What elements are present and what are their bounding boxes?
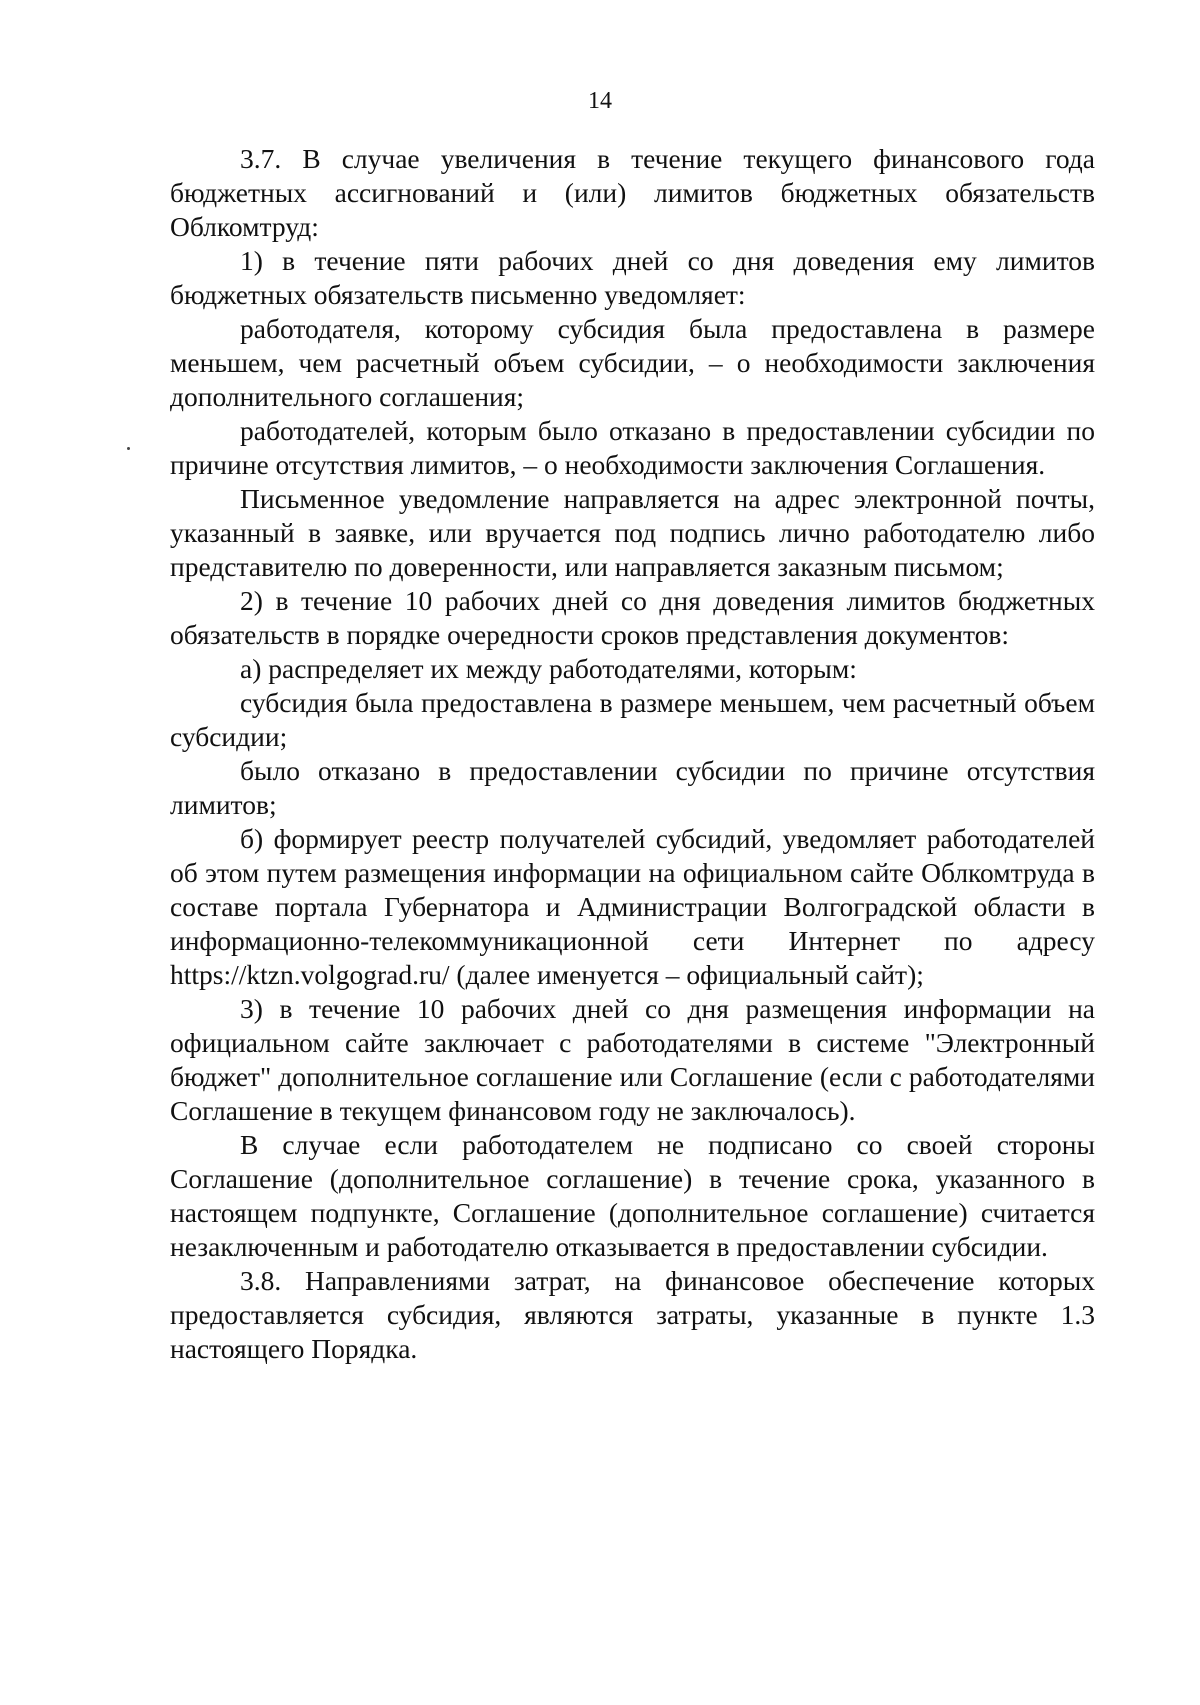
paragraph-not-signed: В случае если работодателем не подписано со своей стороны Соглашение (дополнительное соглашение) в течение срока, указанного в настоящем подпункте, Соглашение (дополнительное соглашение) считается незаключенным и работодателю отказывается в предоставлении субсидии. [170,1129,1095,1262]
paragraph-item-2: 2) в течение 10 рабочих дней со дня доведения лимитов бюджетных обязательств в порядке очередности сроков представления документов: [170,585,1095,650]
paragraph-employers-refused: работодателей, которым было отказано в предоставлении субсидии по причине отсутствия лимитов, – о необходимости заключения Соглашения. [170,415,1095,480]
paragraph-item-3: 3) в течение 10 рабочих дней со дня размещения информации на официальном сайте заключает с работодателями в системе "Электронный бюджет" дополнительное соглашение или Соглашение (если с работодателями Соглашение в текущем финансовом году не заключалось). [170,993,1095,1126]
paragraph-subsidy-less: субсидия была предоставлена в размере меньшем, чем расчетный объем субсидии; [170,687,1095,752]
margin-mark [127,447,130,450]
paragraph-3-7: 3.7. В случае увеличения в течение текущего финансового года бюджетных ассигнований и (или) лимитов бюджетных обязательств Облкомтруд: [170,143,1095,242]
paragraph-written-notice: Письменное уведомление направляется на адрес электронной почты, указанный в заявке, или вручается под подпись лично работодателю либо представителю по доверенности, или направляется заказным письмом; [170,483,1095,582]
paragraph-employer-additional-agreement: работодателя, которому субсидия была предоставлена в размере меньшем, чем расчетный объем субсидии, – о необходимости заключения дополнительного соглашения; [170,313,1095,412]
document-body [170,142,1095,1366]
paragraph-item-2a: а) распределяет их между работодателями, которым: [240,653,857,684]
page-number: 14 [588,88,612,114]
paragraph-item-1: 1) в течение пяти рабочих дней со дня доведения ему лимитов бюджетных обязательств письменно уведомляет: [170,245,1095,310]
paragraph-refused-limits: было отказано в предоставлении субсидии по причине отсутствия лимитов; [170,755,1095,820]
paragraph-3-8: 3.8. Направлениями затрат, на финансовое обеспечение которых предоставляется субсидия, являются затраты, указанные в пункте 1.3 настоящего Порядка. [170,1265,1095,1364]
paragraph-item-2b: б) формирует реестр получателей субсидий, уведомляет работодателей об этом путем размещения информации на официальном сайте Облкомтруда в составе портала Губернатора и Администрации Волгоградской области в информационно-телекоммуникационной сети Интернет по адресу https://ktzn.volgograd.ru/ (далее именуется – официальный сайт); [170,823,1095,990]
